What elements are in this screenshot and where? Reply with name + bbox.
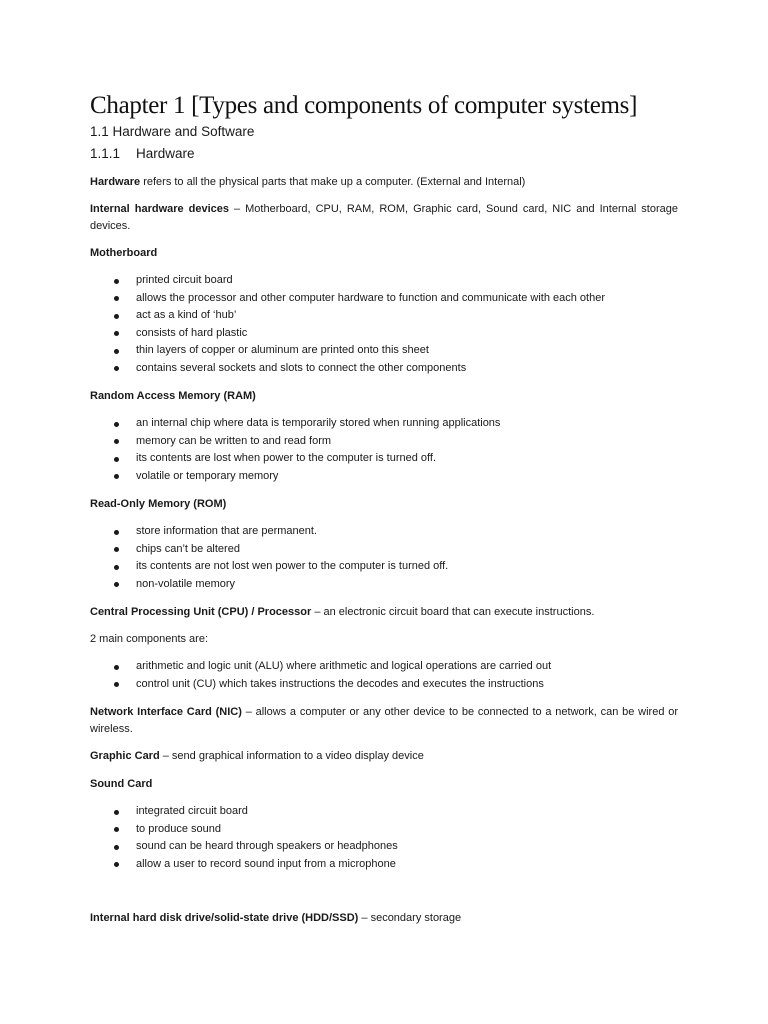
list-item: an internal chip where data is temporarily stored when running applications — [90, 415, 678, 433]
list-item: arithmetic and logic unit (ALU) where arithmetic and logical operations are carried out — [90, 658, 678, 676]
bullet-icon — [114, 314, 119, 319]
bullet-icon — [114, 827, 119, 832]
hardware-text: refers to all the physical parts that make up a computer. (External and Internal) — [140, 176, 526, 188]
internal-devices-paragraph — [90, 201, 678, 235]
sound-card-heading: Sound Card — [90, 778, 153, 790]
bullet-icon — [114, 349, 119, 354]
list-item: non-volatile memory — [90, 576, 678, 594]
list-item: sound can be heard through speakers or headphones — [90, 838, 678, 856]
subsection-number: 1.1.1 — [90, 146, 121, 161]
bullet-icon — [114, 665, 119, 670]
list-item: chips can’t be altered — [90, 541, 678, 559]
rom-heading: Read-Only Memory (ROM) — [90, 498, 227, 510]
internal-devices-term: Internal hardware devices — [90, 203, 230, 215]
list-item: allows the processor and other computer hardware to function and communicate with each other — [90, 290, 678, 308]
cpu-components-intro: 2 main components are: — [90, 633, 209, 645]
list-item: allow a user to record sound input from a microphone — [90, 856, 678, 874]
motherboard-heading: Motherboard — [90, 247, 158, 259]
bullet-icon — [114, 422, 119, 427]
hardware-definition — [90, 174, 678, 191]
list-item: volatile or temporary memory — [90, 468, 678, 486]
list-item: store information that are permanent. — [90, 523, 678, 541]
bullet-icon — [114, 845, 119, 850]
list-item: consists of hard plastic — [90, 325, 678, 343]
nic-paragraph — [90, 704, 678, 738]
list-item: contains several sockets and slots to connect the other components — [90, 360, 678, 378]
list-item: memory can be written to and read form — [90, 433, 678, 451]
hdd-ssd-paragraph — [90, 910, 678, 927]
bullet-icon — [114, 474, 119, 479]
hdd-ssd-term: Internal hard disk drive/solid-state drive (HDD/SSD) — [90, 912, 359, 924]
nic-text: – allows a computer or any other device to be connected to a network, can be wired or wireless. — [90, 706, 678, 735]
list-item: its contents are not lost wen power to the computer is turned off. — [90, 558, 678, 576]
bullet-icon — [114, 457, 119, 462]
chapter-title: Chapter 1 [Types and components of computer systems] — [90, 92, 638, 119]
list-item: its contents are lost when power to the computer is turned off. — [90, 450, 678, 468]
ram-list — [90, 415, 678, 485]
bullet-icon — [114, 331, 119, 336]
subsection-title: Hardware — [136, 146, 195, 161]
list-item: printed circuit board — [90, 272, 678, 290]
list-item: to produce sound — [90, 821, 678, 839]
bullet-icon — [114, 810, 119, 815]
bullet-icon — [114, 530, 119, 535]
cpu-term: Central Processing Unit (CPU) / Processor — [90, 606, 312, 618]
ram-heading: Random Access Memory (RAM) — [90, 390, 256, 402]
list-item: thin layers of copper or aluminum are printed onto this sheet — [90, 342, 678, 360]
cpu-text: – an electronic circuit board that can execute instructions. — [311, 606, 595, 618]
cpu-components-list — [90, 658, 678, 693]
bullet-icon — [114, 439, 119, 444]
bullet-icon — [114, 862, 119, 867]
nic-term: Network Interface Card (NIC) — [90, 706, 242, 718]
bullet-icon — [114, 296, 119, 301]
bullet-icon — [114, 682, 119, 687]
subsection-heading — [90, 146, 195, 161]
bullet-icon — [114, 547, 119, 552]
graphic-card-term: Graphic Card — [90, 750, 160, 762]
sound-card-list — [90, 803, 678, 873]
bullet-icon — [114, 279, 119, 284]
list-item: control unit (CU) which takes instructions the decodes and executes the instructions — [90, 676, 678, 694]
graphic-card-paragraph — [90, 748, 678, 765]
hardware-term: Hardware — [90, 176, 141, 188]
motherboard-list — [90, 272, 678, 377]
bullet-icon — [114, 565, 119, 570]
graphic-card-text: – send graphical information to a video display device — [159, 750, 424, 762]
section-heading: 1.1 Hardware and Software — [90, 124, 255, 139]
cpu-paragraph — [90, 604, 678, 621]
bullet-icon — [114, 366, 119, 371]
list-item: act as a kind of ‘hub’ — [90, 307, 678, 325]
list-item: integrated circuit board — [90, 803, 678, 821]
internal-devices-text: – Motherboard, CPU, RAM, ROM, Graphic card, Sound card, NIC and Internal storage devices. — [90, 203, 678, 232]
hdd-ssd-text: – secondary storage — [358, 912, 462, 924]
bullet-icon — [114, 582, 119, 587]
rom-list — [90, 523, 678, 593]
